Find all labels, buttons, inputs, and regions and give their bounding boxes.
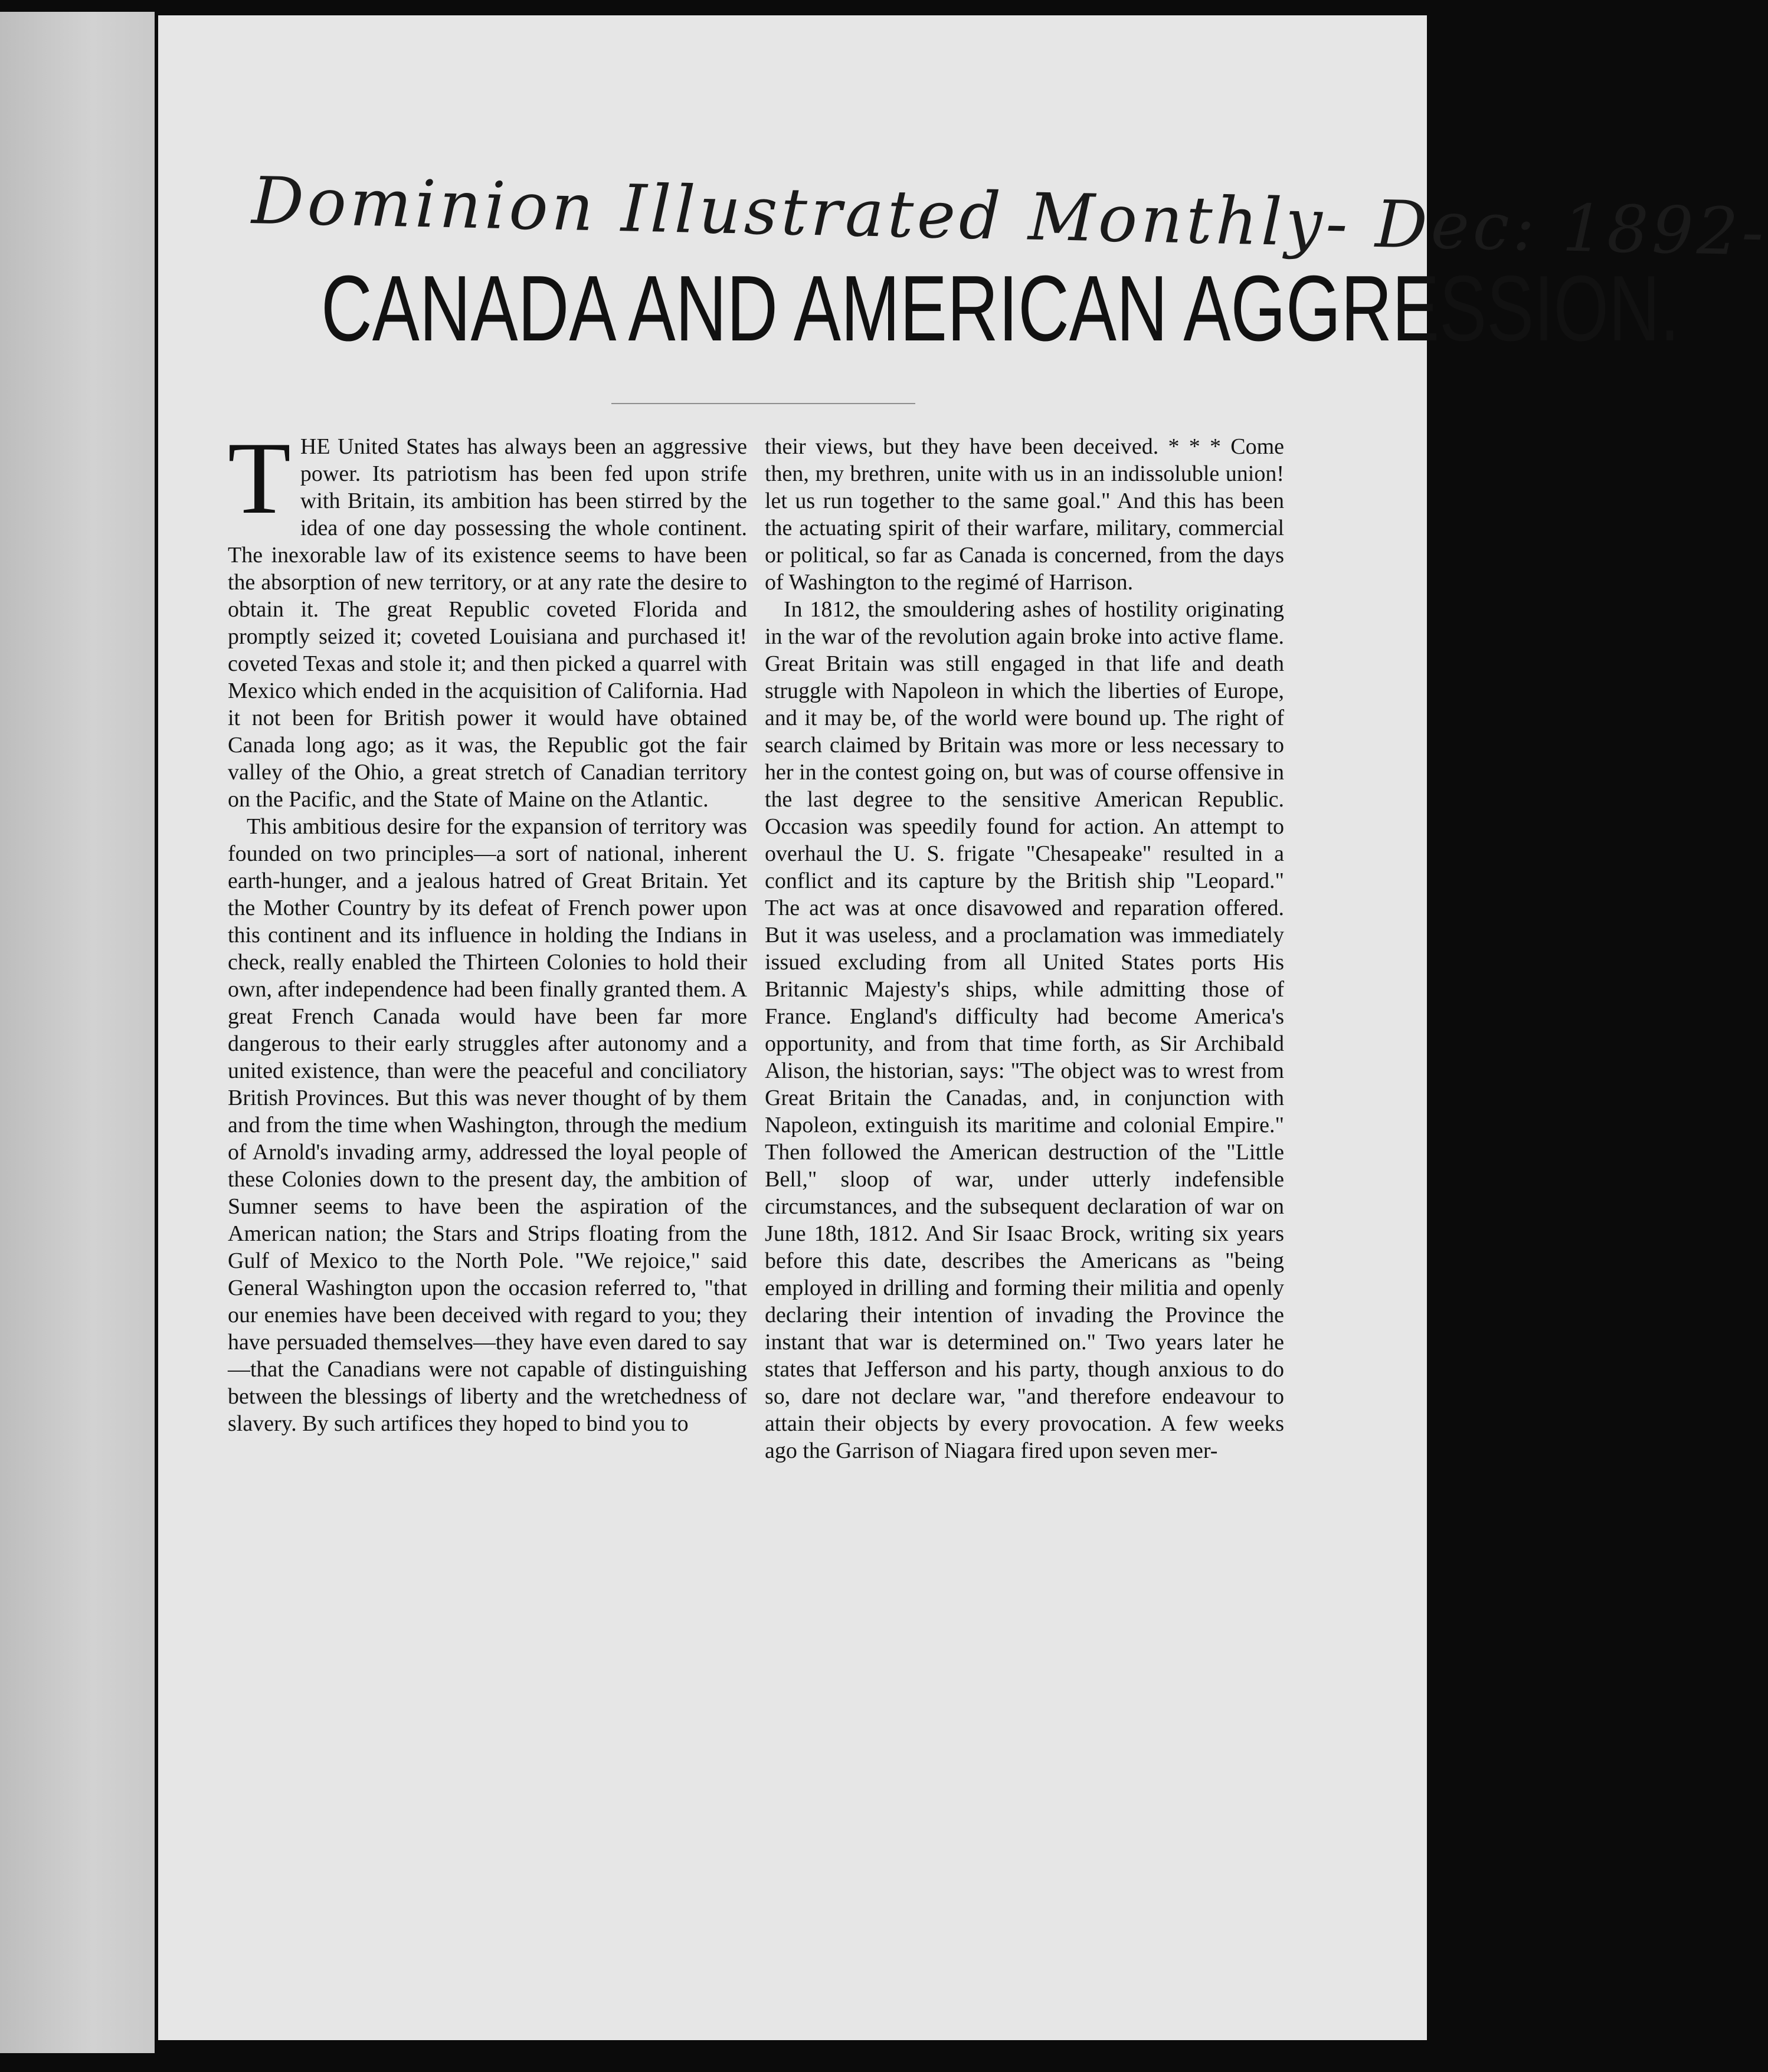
drop-cap: T: [228, 421, 291, 535]
paragraph-2: This ambitious desire for the expansion of territory was founded on two principles—a sort of national, inherent earth-hunger, and a jealous hatred of Great Britain. Yet the Mother Country by its defeat of French power upon this continent and its influence in holding the Indians in check, really enabled the Thirteen Colonies to hold their own, after independence had been finally granted them. A great French Canada would have been far more dangerous to their early struggles after autonomy and a united existence, than were the peaceful and conciliatory British Provinces. But this was never thought of by them and from the time when Washington, through the medium of Arnold's invading army, addressed the loyal people of these Colonies down to the present day, the ambition of Sumner seems to have been the aspiration of the American nation; the Stars and Strips floating from the Gulf of Mexico to the North Pole. "We rejoice," said General Washington upon the occasion referred to, "that our enemies have been deceived with regard to you; they have persuaded themselves—they have even dared to say—that the Canadians were not capable of distinguishing between the blessings of liberty and the wretchedness of slavery. By such artifices they hoped to bind you to: [228, 814, 747, 1436]
right-column: [765, 433, 1284, 1949]
paragraph-3: their views, but they have been deceived. * * * Come then, my brethren, unite with us in an indissoluble union! let us run together to the same goal." And this has been the actuating spirit of their warfare, military, commercial or political, so far as Canada is concerned, from the days of Washington to the regimé of Harrison.: [765, 434, 1284, 595]
previous-page-edge: [0, 12, 155, 2053]
left-column: [228, 421, 747, 1949]
handwritten-annotation: Dominion Illustrated Monthly- Dec: 1892-: [251, 163, 1768, 270]
title-divider: [611, 403, 915, 404]
paragraph-4: In 1812, the smouldering ashes of hostility originating in the war of the revolution again broke into active flame. Great Britain was still engaged in that life and death struggle with Napoleon in which the liberties of Europe, and it may be, of the world were bound up. The right of search claimed by Britain was more or less necessary to her in the contest going on, but was of course offensive in the last degree to the sensitive American Republic. Occasion was speedily found for action. An attempt to overhaul the U. S. frigate "Chesapeake" resulted in a conflict and its capture by the British ship "Leopard." The act was at once disavowed and reparation offered. But it was useless, and a proclamation was immediately issued excluding from all United States ports His Britannic Majesty's ships, while admitting those of France. England's difficulty had become America's opportunity, and from that time forth, as Sir Archibald Alison, the historian, says: "The object was to wrest from Great Britain the Canadas, and, in conjunction with Napoleon, extinguish its maritime and colonial Empire." Then followed the American destruction of the "Little Bell," sloop of war, under utterly indefensible circumstances, and the subsequent declaration of war on June 18th, 1812. And Sir Isaac Brock, writing six years before this date, describes the Americans as "being employed in drilling and forming their militia and openly declaring their intention of invading the Province the instant that war is determined on." Two years later he states that Jefferson and his party, though anxious to do so, dare not declare war, "and therefore endeavour to attain their objects by every provocation. A few weeks ago the Garrison of Niagara fired upon seven mer-: [765, 597, 1284, 1463]
paragraph-1: [228, 421, 747, 813]
paragraph-1-text: HE United States has always been an aggressive power. Its patriotism has been fed upon strife with Britain, its ambition has been stirred by the idea of one day possessing the whole continent. The inexorable law of its existence seems to have been the absorption of new territory, or at any rate the desire to obtain it. The great Republic coveted Florida and promptly seized it; coveted Louisiana and purchased it! coveted Texas and stole it; and then picked a quarrel with Mexico which ended in the acquisition of California. Had it not been for British power it would have obtained Canada long ago; as it was, the Republic got the fair valley of the Ohio, a great stretch of Canadian territory on the Pacific, and the State of Maine on the Atlantic.: [228, 434, 747, 812]
page: [158, 15, 1768, 2040]
article-title: CANADA AND AMERICAN AGGRESSION.: [321, 257, 1680, 360]
